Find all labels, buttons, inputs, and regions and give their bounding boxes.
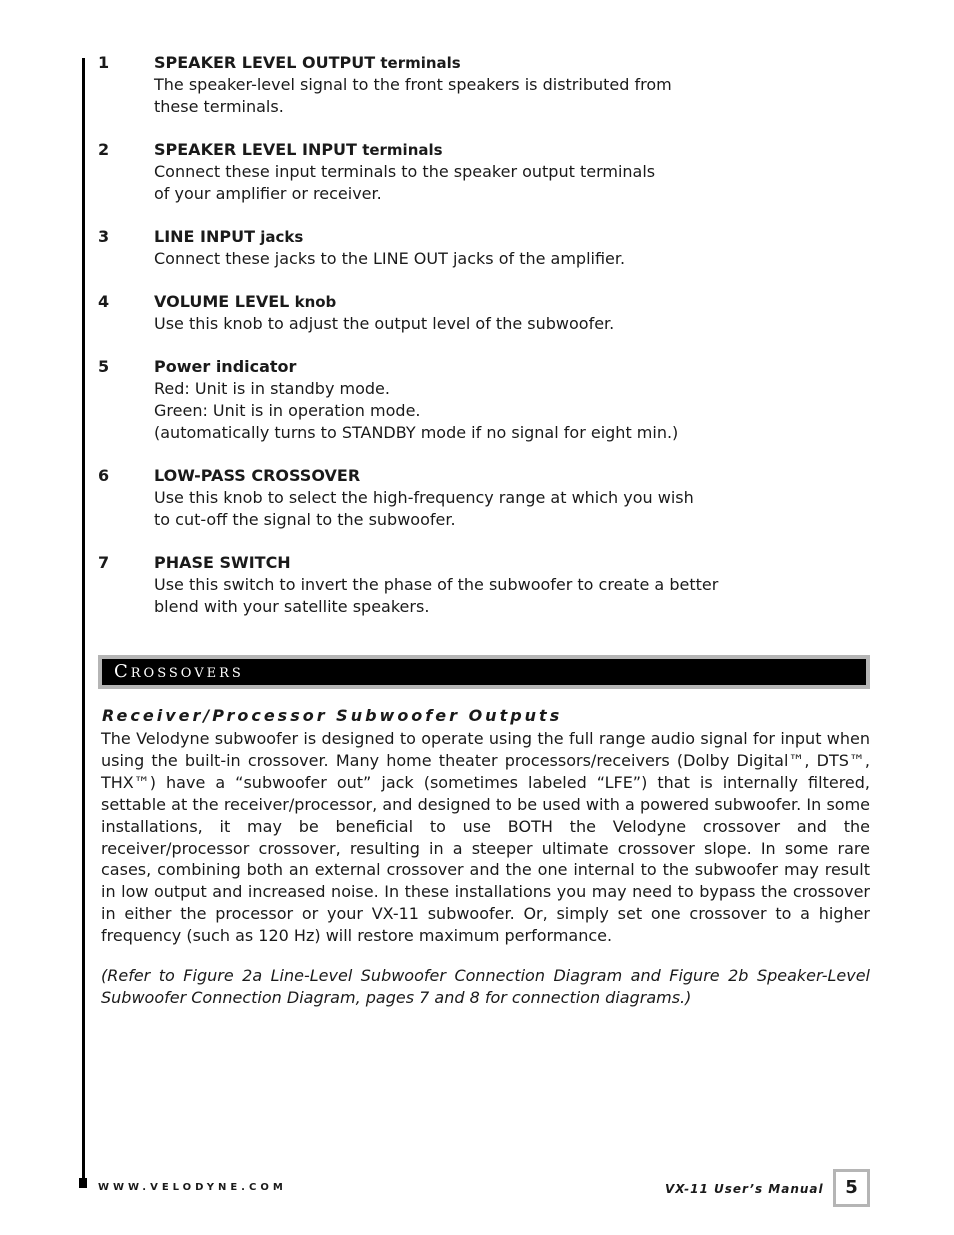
item-title: LOW-PASS CROSSOVER (154, 466, 361, 485)
section-header (98, 655, 870, 689)
item-number: 2 (98, 140, 110, 159)
item-body (154, 52, 858, 118)
item-number: 5 (98, 357, 110, 376)
item-text: Green: Unit is in operation mode. (154, 401, 421, 420)
page-number-box (833, 1169, 870, 1207)
body-paragraph: The Velodyne subwoofer is designed to operate using the full range audio signal for input when using the built-in crossover. Many home theater processors/receivers (Dolby Digital™, DTS™, THX™) have a “subwoofer out” jack (sometimes labeled “LFE”) that is internally filtered, settable at the receiver/processor, and designed to be used with a powered subwoofer. In some installations, it may be beneficial to use BOTH the Velodyne crossover and the receiver/processor crossover, resulting in a steeper ultimate crossover slope. In some rare cases, combining both an external crossover and the one internal to the subwoofer may result in low output and increased noise. In these installations you may need to bypass the crossover in either the processor or your VX-11 subwoofer. Or, simply set one crossover to a higher frequency (such as 120 Hz) will restore maximum performance. (101, 729, 870, 946)
item-title: PHASE SWITCH (154, 553, 291, 572)
item-title: LINE INPUT jacks (154, 227, 304, 246)
item-text: The speaker-level signal to the front speakers is distributed from (154, 75, 672, 94)
controls-list (98, 52, 858, 639)
item-text: Use this knob to adjust the output level of the subwoofer. (154, 314, 615, 333)
item-text: Use this switch to invert the phase of the subwoofer to create a better (154, 575, 719, 594)
item-text: to cut-off the signal to the subwoofer. (154, 510, 456, 529)
item-body (154, 356, 858, 444)
reference-note: (Refer to Figure 2a Line-Level Subwoofer Connection Diagram and Figure 2b Speaker-Level Subwoofer Connection Diagram, pages 7 and 8 for connection diagrams.) (101, 966, 870, 1007)
item-text: Use this knob to select the high-frequency range at which you wish (154, 488, 694, 507)
item-number: 4 (98, 292, 110, 311)
item-title: Power indicator (154, 357, 297, 376)
item-text: blend with your satellite speakers. (154, 597, 430, 616)
list-item (98, 291, 858, 335)
item-text: of your amplifier or receiver. (154, 184, 382, 203)
item-text: Connect these input terminals to the speaker output terminals (154, 162, 656, 181)
item-title: SPEAKER LEVEL INPUT terminals (154, 140, 443, 159)
item-text: Connect these jacks to the LINE OUT jacks of the amplifier. (154, 249, 626, 268)
list-item (98, 52, 858, 118)
subsection-title: Receiver/Processor Subwoofer Outputs (102, 706, 563, 725)
page-number: 5 (836, 1172, 867, 1204)
list-item (98, 552, 858, 618)
list-item (98, 226, 858, 270)
item-number: 1 (98, 53, 110, 72)
item-number: 3 (98, 227, 110, 246)
list-item (98, 356, 858, 444)
item-body (154, 291, 858, 335)
item-number: 6 (98, 466, 110, 485)
item-text: these terminals. (154, 97, 284, 116)
item-number: 7 (98, 553, 110, 572)
footer-manual-title: VX-11 User’s Manual (665, 1182, 824, 1196)
item-title: VOLUME LEVEL knob (154, 292, 337, 311)
item-text: (automatically turns to STANDBY mode if no signal for eight min.) (154, 423, 679, 442)
item-body (154, 465, 858, 531)
item-title: SPEAKER LEVEL OUTPUT terminals (154, 53, 461, 72)
margin-rule (82, 58, 85, 1180)
item-body (154, 552, 858, 618)
list-item (98, 139, 858, 205)
item-text: Red: Unit is in standby mode. (154, 379, 390, 398)
item-body (154, 139, 858, 205)
footer-url: WWW.VELODYNE.COM (98, 1182, 287, 1193)
margin-rule-end (79, 1178, 87, 1188)
list-item (98, 465, 858, 531)
item-body (154, 226, 858, 270)
section-title: Crossovers (102, 659, 866, 685)
